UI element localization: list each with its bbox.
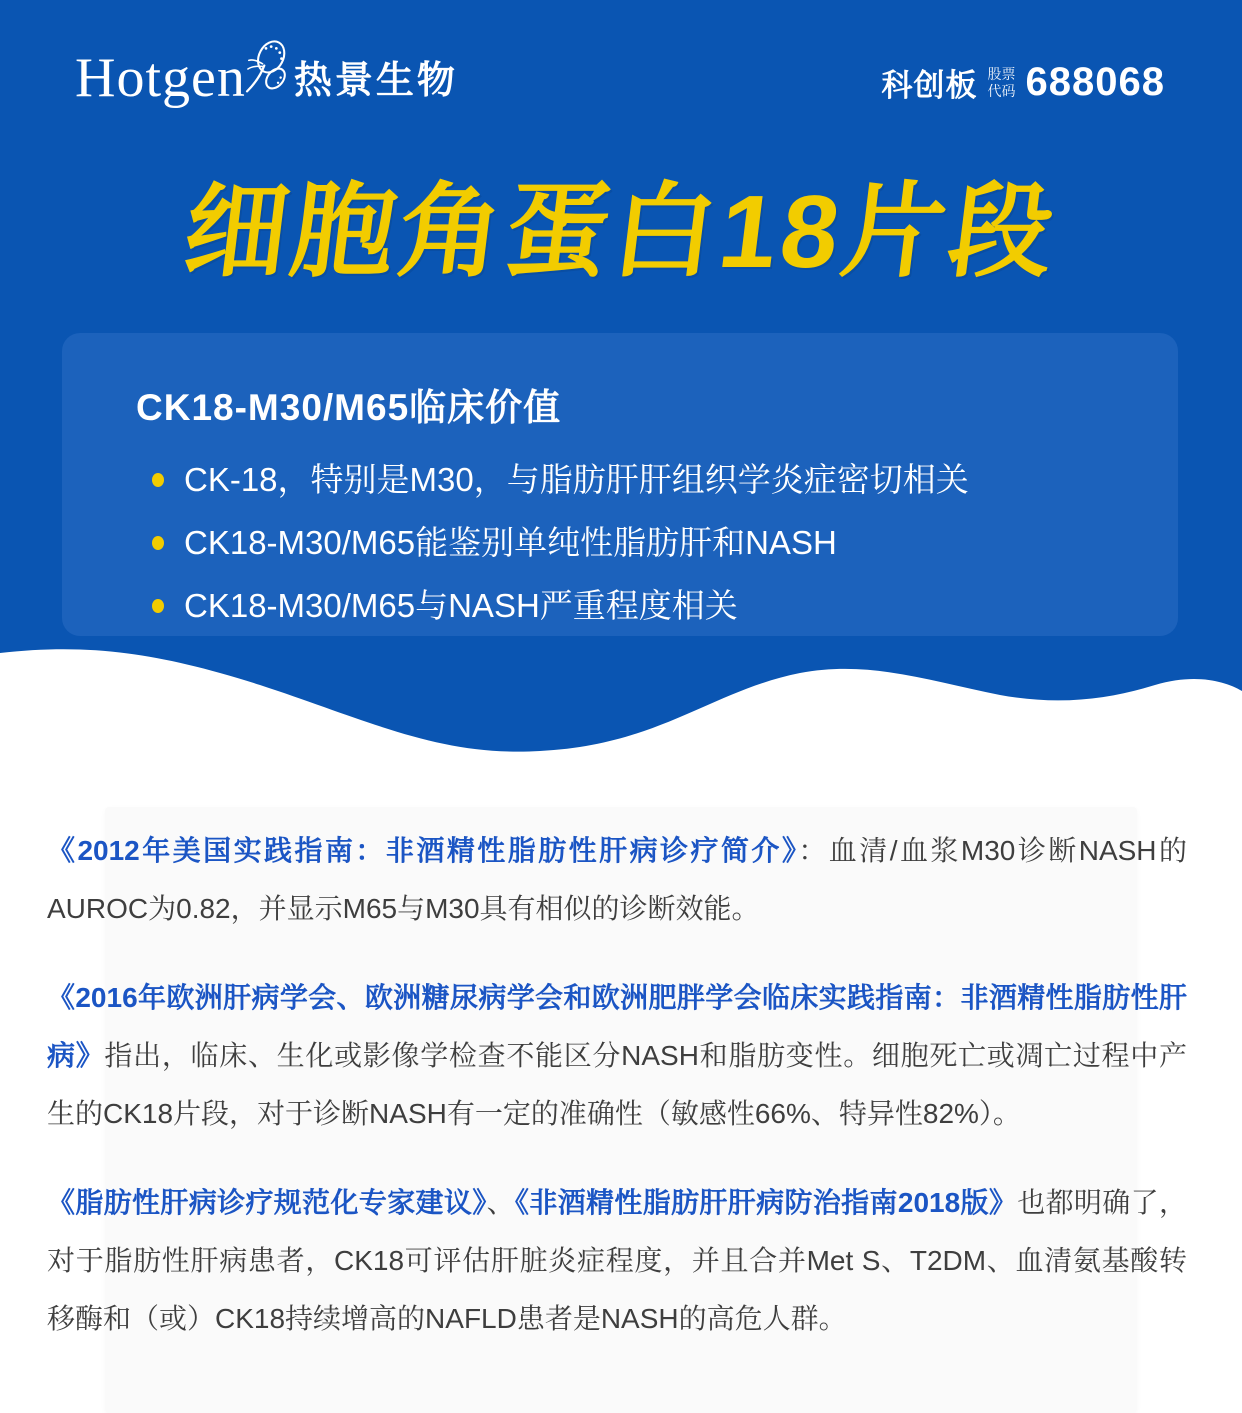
clinical-value-heading: CK18-M30/M65临床价值: [136, 387, 562, 428]
stock-info: [882, 60, 1165, 105]
butterfly-icon: [240, 38, 292, 100]
citation-text: 《2016年欧洲肝病学会、欧洲糖尿病学会和欧洲肥胖学会临床实践指南：非酒精性脂肪性肝病》: [47, 982, 1187, 1071]
hero-section: [0, 0, 1242, 640]
clinical-value-card: [62, 333, 1178, 636]
clinical-value-bullets: [136, 461, 1178, 625]
bullet-dot-icon: [152, 536, 164, 550]
citation-text: 《非酒精性脂肪肝肝病防治指南2018版》: [514, 1187, 1018, 1218]
bullet-dot-icon: [152, 473, 164, 487]
stock-code-value: 688068: [1025, 60, 1165, 104]
page-title: 细胞角蛋白18片段: [178, 174, 1064, 289]
bullet-item: [136, 587, 1178, 625]
bullet-dot-icon: [152, 599, 164, 613]
bullet-text: CK-18，特别是M30，与脂肪肝肝组织学炎症密切相关: [184, 461, 969, 498]
logo-chinese-name: 热景生物: [293, 60, 458, 102]
paragraph-text: 、: [486, 1187, 515, 1218]
paragraph: [47, 1174, 1187, 1348]
bullet-item: [136, 524, 1178, 562]
stock-board-label: 科创板: [881, 68, 978, 103]
body-paragraphs: [47, 822, 1187, 1348]
stock-code-label: [988, 66, 1016, 98]
paragraph-text: 指出，临床、生化或影像学检查不能区分NASH和脂肪变性。细胞死亡或凋亡过程中产生的CK18片段，对于诊断NASH有一定的准确性（敏感性66%、特异性82%）。: [47, 1040, 1187, 1129]
wave-divider: [0, 639, 1242, 764]
paragraph: [47, 822, 1187, 938]
stock-label-line2: 代码: [987, 82, 1016, 99]
paragraph-text: 也都明确了，对于脂肪性肝病患者，CK18可评估肝脏炎症程度，并且合并Met S、T2DM、血清氨基酸转移酶和（或）CK18持续增高的NAFLD患者是NASH的高危人群。: [47, 1187, 1187, 1334]
paragraph: [47, 969, 1187, 1143]
page-header: [75, 46, 1165, 109]
citation-text: 《2012年美国实践指南：非酒精性脂肪性肝病诊疗简介》: [47, 835, 799, 866]
stock-label-line1: 股票: [987, 66, 1016, 83]
hero-title-wrap: [0, 168, 1242, 297]
paragraph-text: ：血清/血浆M30诊断NASH的AUROC为0.82，并显示M65与M30具有相似的诊断效能。: [47, 835, 1187, 924]
hotgen-logo: [75, 46, 458, 109]
body-section: [0, 822, 1242, 1348]
citation-text: 《脂肪性肝病诊疗规范化专家建议》: [47, 1187, 487, 1218]
bullet-text: CK18-M30/M65能鉴别单纯性脂肪肝和NASH: [184, 523, 837, 561]
bullet-text: CK18-M30/M65与NASH严重程度相关: [184, 586, 738, 624]
logo-wordmark: Hotgen: [75, 47, 246, 109]
bullet-item: [136, 461, 1178, 499]
